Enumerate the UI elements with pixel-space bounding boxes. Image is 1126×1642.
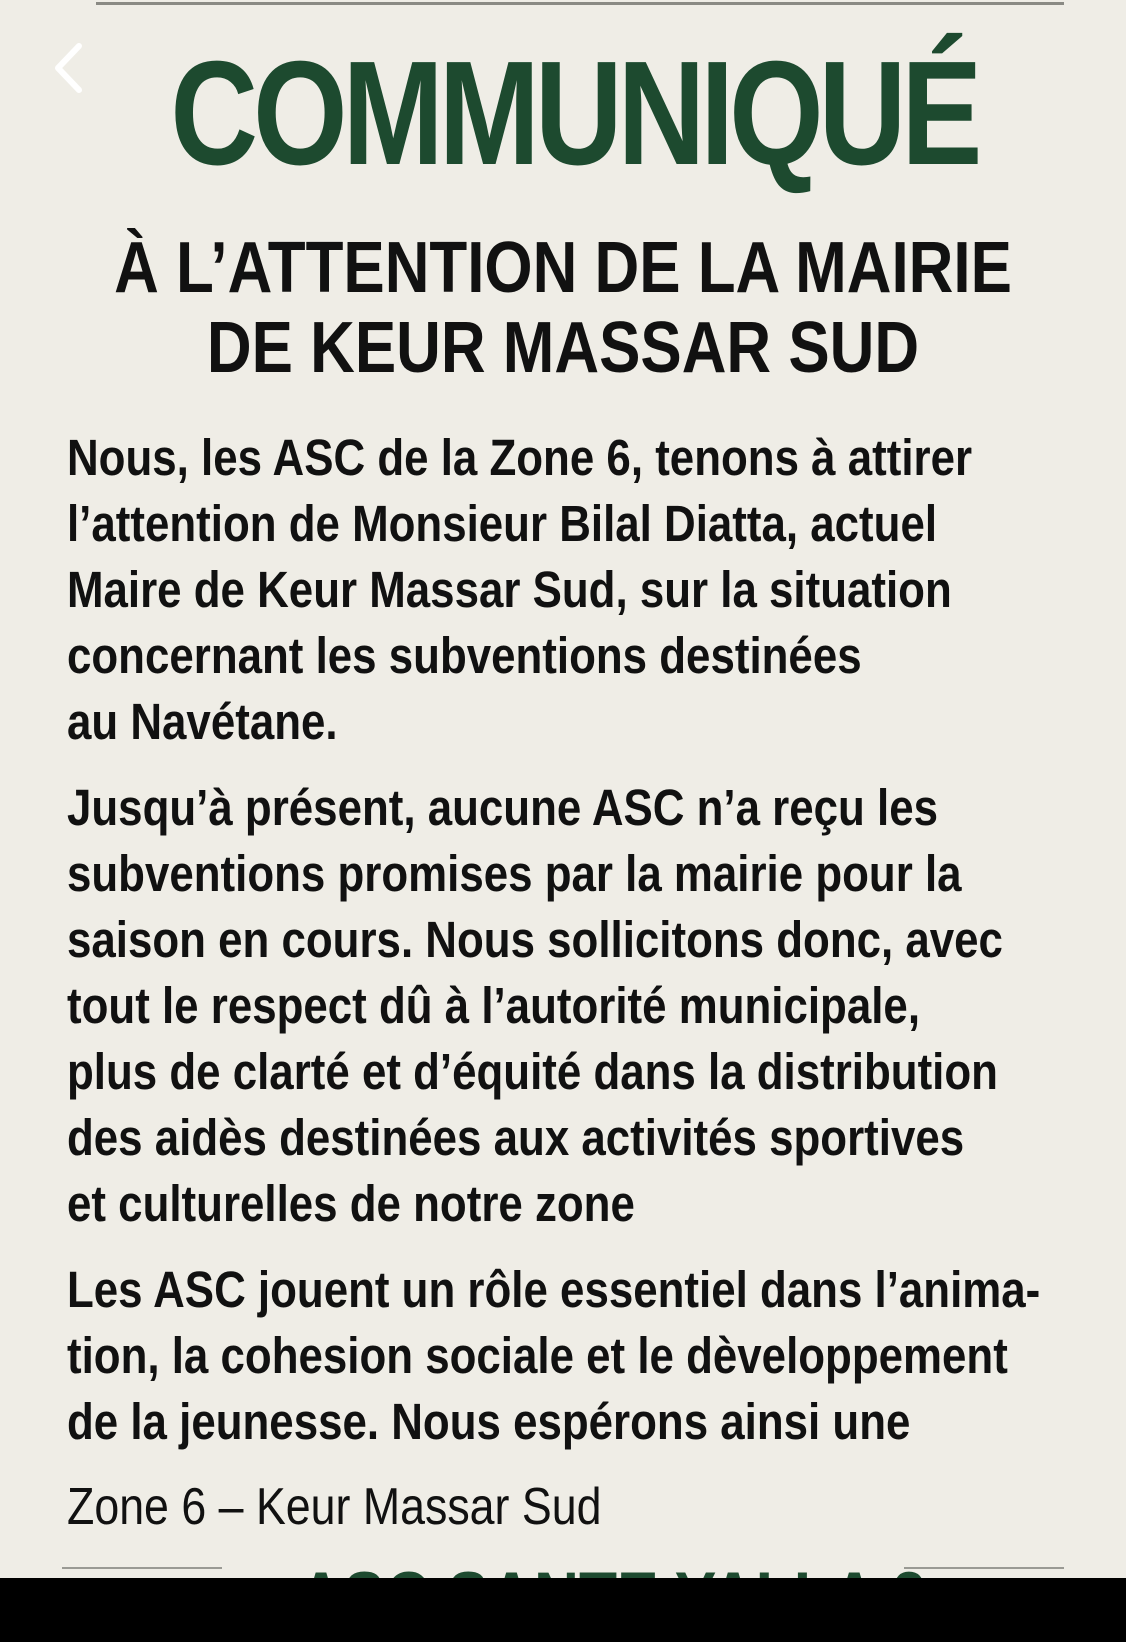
bottom-divider-left <box>62 1567 222 1569</box>
bottom-divider-right <box>904 1567 1064 1569</box>
paragraph-line: tout le respect dû à l’autorité municipale, <box>67 977 921 1034</box>
paragraph-line: des aidès destinées aux activités sportives <box>67 1109 965 1166</box>
paragraph-line: saison en cours. Nous sollicitons donc, avec <box>67 911 1003 968</box>
paragraph-line: tion, la cohesion sociale et le dèveloppement <box>67 1327 1008 1384</box>
paragraph-1 <box>67 425 979 755</box>
paragraph-line: et culturelles de notre zone <box>67 1175 635 1232</box>
paragraph-line: Les ASC jouent un rôle essentiel dans l’anima- <box>67 1261 1041 1318</box>
subheading <box>113 228 1013 388</box>
paragraph-line: subventions promises par la mairie pour la <box>67 845 962 902</box>
signature: Zone 6 – Keur Massar Sud <box>67 1478 602 1536</box>
subheading-line-1: À L’ATTENTION DE LA MAIRIE <box>114 228 1012 308</box>
paragraph-line: Maire de Keur Massar Sud, sur la situation <box>67 561 952 618</box>
paragraph-line: l’attention de Monsieur Bilal Diatta, actuel <box>67 495 938 552</box>
back-button[interactable] <box>44 38 92 98</box>
chevron-left-icon <box>51 41 85 95</box>
paragraph-line: concernant les subventions destinées <box>67 627 862 684</box>
bottom-system-bar <box>0 1578 1126 1642</box>
subheading-line-2: DE KEUR MASSAR SUD <box>206 308 920 388</box>
headline: COMMUNIQUÉ <box>170 31 978 196</box>
top-divider <box>96 2 1064 5</box>
paragraph-line: de la jeunesse. Nous espérons ainsi une <box>67 1393 911 1450</box>
paragraph-line: plus de clarté et d’équité dans la distribution <box>67 1043 998 1100</box>
body-text <box>67 425 1041 1475</box>
paragraph-line: Nous, les ASC de la Zone 6, tenons à attirer <box>67 429 973 486</box>
paragraph-line: Jusqu’à présent, aucune ASC n’a reçu les <box>67 779 938 836</box>
paragraph-line: au Navétane. <box>67 693 338 750</box>
paragraph-2 <box>67 775 1003 1237</box>
paragraph-3 <box>67 1257 1041 1455</box>
